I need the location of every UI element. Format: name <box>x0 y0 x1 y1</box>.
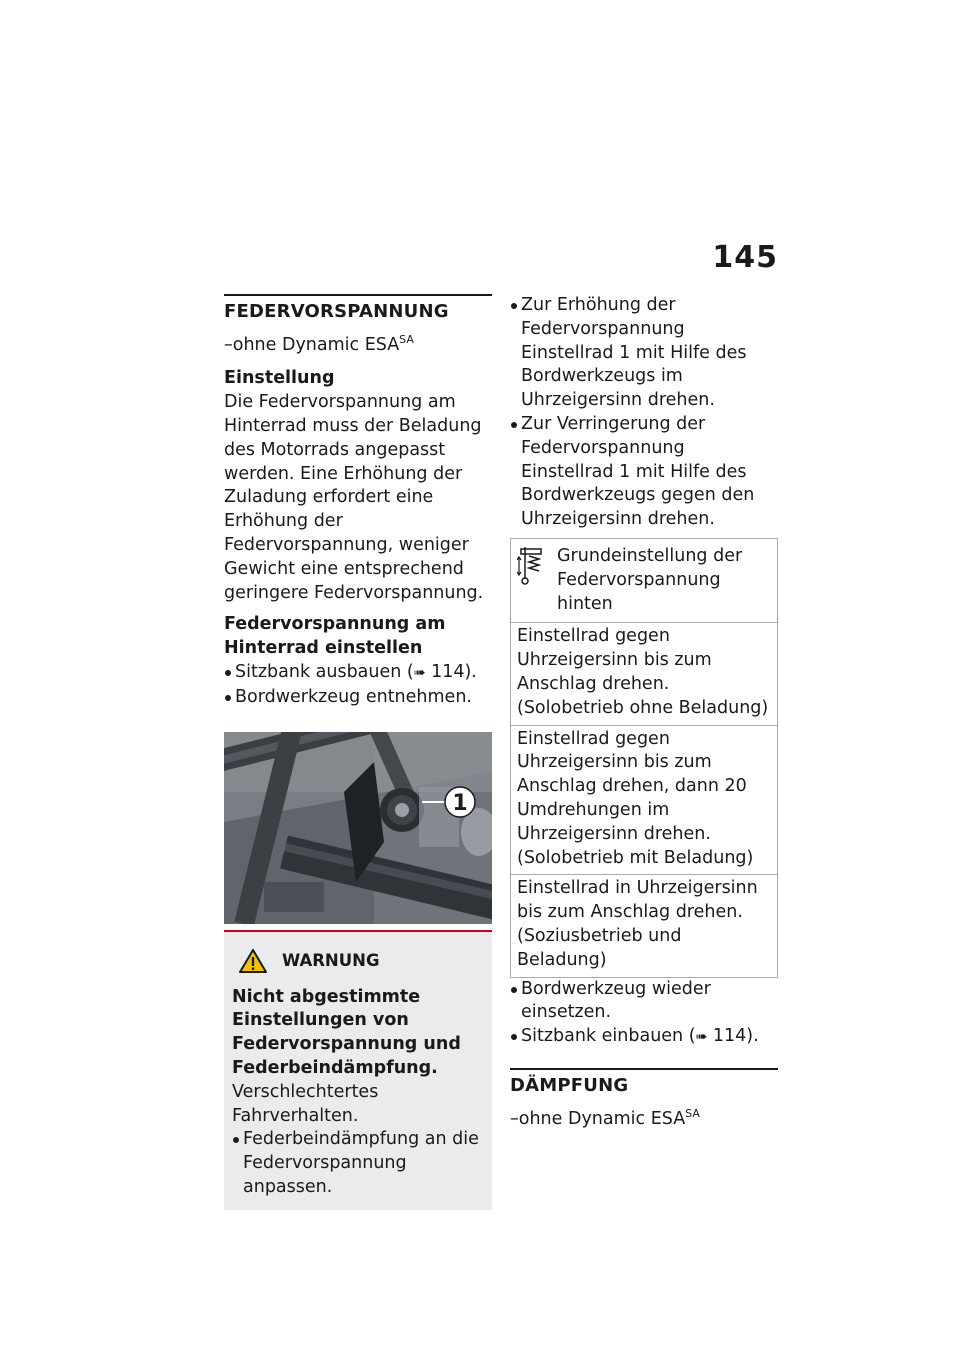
spring-preload-icon <box>517 545 557 616</box>
variant-sup: SA <box>399 332 414 346</box>
step-reinsert-toolkit: Bordwerkzeug wieder einsetzen. <box>510 978 778 1026</box>
photo-illustration <box>224 732 492 924</box>
warning-bold-text: Nicht abgestimmte Einstellungen von Federvorspannung und Federbeindämpfung. <box>232 986 461 1078</box>
steps-after-list <box>510 978 778 1050</box>
page-ref-link[interactable]: 114 <box>431 661 465 682</box>
callout-1-label: 1 <box>452 790 468 816</box>
step-increase-preload: Zur Erhöhung der Federvorspannung Einstellrad 1 mit Hilfe des Bordwerkzeugs im Uhrzeigersinn drehen. <box>510 294 778 413</box>
variant-text: –ohne Dynamic ESA <box>510 1108 686 1129</box>
step-take-toolkit: Bordwerkzeug entnehmen. <box>224 686 492 710</box>
section-heading-daempfung: DÄMPFUNG <box>510 1074 629 1096</box>
warning-item: Federbeindämpfung an die Federvorspannung anpassen. <box>232 1128 484 1199</box>
warning-list <box>232 1128 484 1199</box>
arrow-right-icon: ➠ <box>695 1029 708 1046</box>
variant-note <box>224 328 492 358</box>
step-remove-seat: Sitzbank ausbauen (➠ 114). <box>224 661 492 686</box>
page-number: 145 <box>712 240 778 275</box>
variant-text: –ohne Dynamic ESA <box>224 334 400 355</box>
section-daempfung <box>510 1068 778 1131</box>
table-row: Einstellrad gegen Uhrzeigersinn bis zum Anschlag drehen, dann 20 Umdrehungen im Uhrzeigersinn drehen. (Solobetrieb mit Beladung) <box>511 725 778 875</box>
right-column <box>510 294 778 1141</box>
section-heading-federvorspannung: FEDERVORSPANNUNG <box>224 301 449 322</box>
step-decrease-preload: Zur Verringerung der Federvorspannung Einstellrad 1 mit Hilfe des Bordwerkzeugs gegen den Uhrzeigersinn drehen. <box>510 413 778 532</box>
preload-settings-table <box>510 538 778 978</box>
warning-text: Verschlechtertes Fahrverhalten. <box>232 1081 379 1126</box>
table-header-text: Grundeinstellung der Federvorspannung hinten <box>557 545 743 614</box>
warning-title: WARNUNG <box>282 950 380 970</box>
intro-paragraph: Die Federvorspannung am Hinterrad muss der Beladung des Motorrads angepasst werden. Eine Erhöhung der Zuladung erfordert eine Erhöhung der Federvorspannung, weniger Gewicht eine entsprechend geringere Federvorspannung. <box>224 392 484 603</box>
photo-rear-shock-adjuster <box>224 732 492 924</box>
left-column <box>224 294 492 1210</box>
variant-note <box>510 1102 778 1132</box>
warning-box <box>224 930 492 1210</box>
table-row: Einstellrad gegen Uhrzeigersinn bis zum Anschlag drehen. (Solobetrieb ohne Beladung) <box>511 623 778 725</box>
steps-adjust-list <box>510 294 778 532</box>
subheading-einstellung: Einstellung <box>224 368 335 389</box>
warning-triangle-icon <box>238 948 268 974</box>
page-ref-link[interactable]: 114 <box>712 1026 747 1047</box>
variant-sup: SA <box>685 1106 700 1120</box>
table-header-cell <box>511 538 778 622</box>
steps-before-list <box>224 661 492 710</box>
table-row: Einstellrad in Uhrzeigersinn bis zum Anschlag drehen. (Soziusbetrieb und Beladung) <box>511 875 778 977</box>
step-install-seat: Sitzbank einbauen (➠ 114). <box>510 1025 778 1050</box>
arrow-right-icon: ➠ <box>413 664 426 681</box>
procedure-heading: Federvorspannung am Hinterrad einstellen <box>224 614 446 659</box>
warning-header <box>238 948 484 974</box>
